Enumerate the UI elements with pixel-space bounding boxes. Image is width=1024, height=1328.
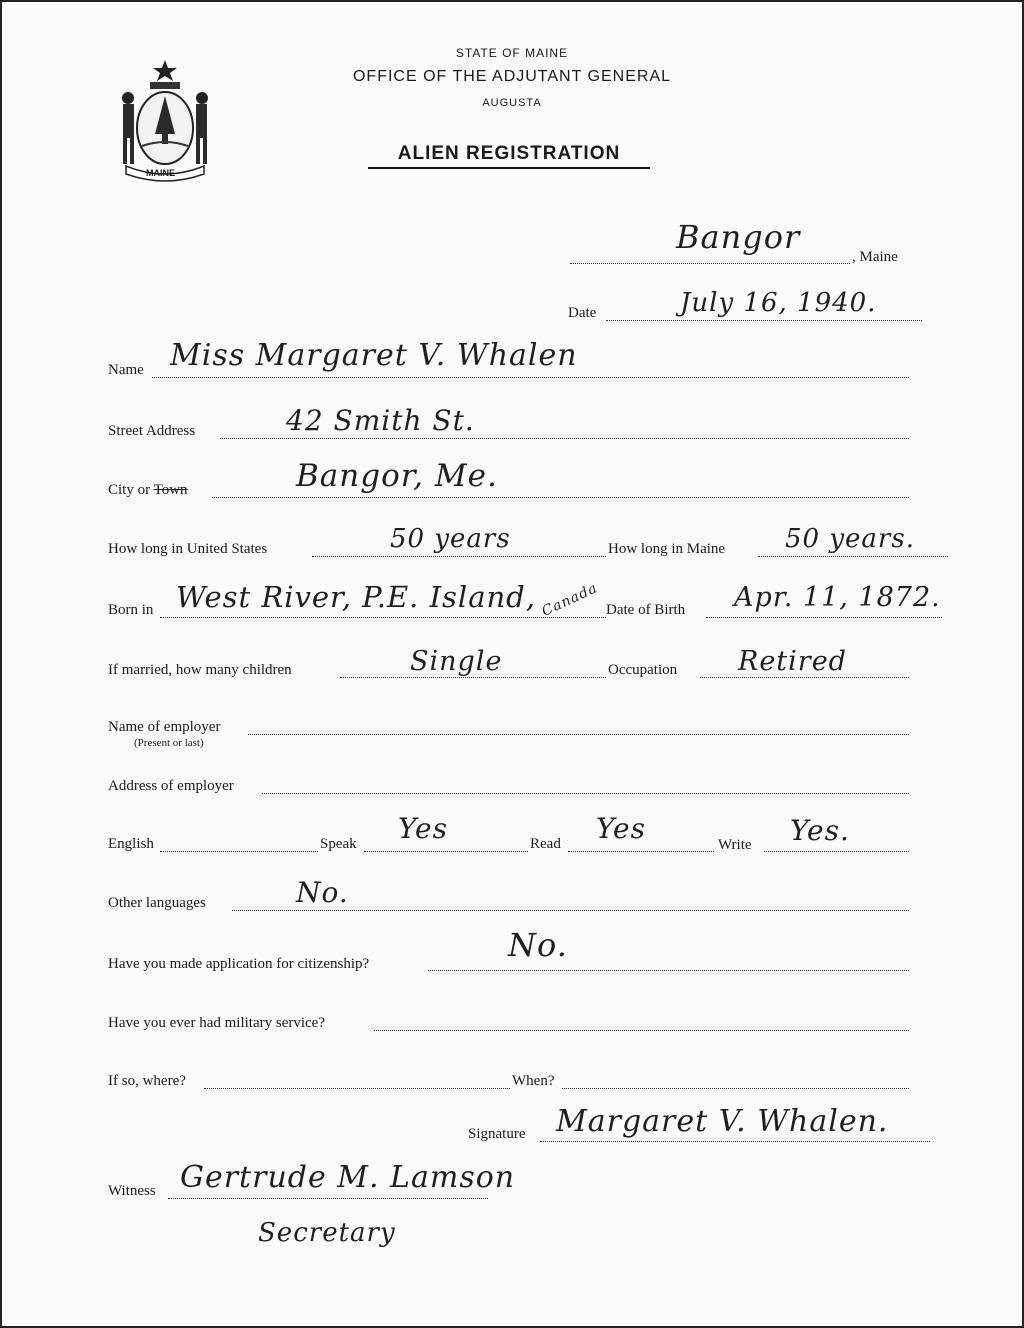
english-label: English <box>108 836 154 852</box>
speak-line <box>364 851 528 852</box>
occupation-line <box>700 677 909 678</box>
employer-address-label: Address of employer <box>108 778 234 794</box>
military-label: Have you ever had military service? <box>108 1015 325 1031</box>
witness-label: Witness <box>108 1183 156 1199</box>
employer-line <box>248 734 909 735</box>
city-heading: AUGUSTA <box>482 97 542 109</box>
years-us-line <box>312 556 606 557</box>
where-label: If so, where? <box>108 1073 186 1089</box>
date-entry: July 16, 1940. <box>680 288 877 318</box>
citizenship-label: Have you made application for citizenship? <box>108 956 370 972</box>
place-suffix: , Maine <box>852 249 898 265</box>
read-line <box>568 851 714 852</box>
street-label: Street Address <box>108 423 196 439</box>
years-us-label: How long in United States <box>108 541 268 557</box>
city-label-town: Town <box>153 482 188 498</box>
state-heading: STATE OF MAINE <box>455 46 569 60</box>
dob-line <box>706 617 942 618</box>
name-label: Name <box>108 362 144 378</box>
born-label: Born in <box>108 602 154 618</box>
employer-label: Name of employer <box>108 719 221 735</box>
citizenship-entry: No. <box>508 926 568 964</box>
city-label-city: City or <box>108 482 151 498</box>
seal-text: MAINE <box>146 168 175 178</box>
dob-entry: Apr. 11, 1872. <box>734 582 941 613</box>
dob-label: Date of Birth <box>606 602 686 618</box>
name-line <box>152 377 909 378</box>
write-line <box>764 851 909 852</box>
form-title: ALIEN REGISTRATION <box>368 143 650 169</box>
witness-line <box>168 1198 488 1199</box>
place-line <box>570 263 850 264</box>
years-us-entry: 50 years <box>390 524 511 554</box>
born-country-entry: Canada <box>539 580 601 620</box>
speak-label: Speak <box>320 836 357 852</box>
city-entry: Bangor, Me. <box>296 458 498 494</box>
other-languages-line <box>232 910 909 911</box>
signature-label: Signature <box>468 1126 526 1142</box>
place-entry: Bangor <box>676 218 801 256</box>
date-line <box>606 320 922 321</box>
children-label: If married, how many children <box>108 662 292 678</box>
children-line <box>340 677 606 678</box>
witness-title-entry: Secretary <box>258 1218 396 1248</box>
signature-entry: Margaret V. Whalen. <box>556 1104 889 1139</box>
witness-entry: Gertrude M. Lamson <box>180 1160 516 1195</box>
citizenship-line <box>428 970 909 971</box>
speak-entry: Yes <box>398 812 448 845</box>
when-line <box>562 1088 909 1089</box>
occupation-entry: Retired <box>738 646 847 677</box>
years-maine-entry: 50 years. <box>785 524 915 554</box>
occupation-label: Occupation <box>608 662 678 678</box>
years-maine-line <box>758 556 948 557</box>
write-entry: Yes. <box>790 814 850 847</box>
city-label <box>108 482 188 499</box>
office-heading: OFFICE OF THE ADJUTANT GENERAL <box>352 68 672 85</box>
date-label: Date <box>568 305 597 321</box>
military-line <box>374 1030 909 1031</box>
when-label: When? <box>512 1073 555 1089</box>
employer-sublabel: (Present or last) <box>134 737 204 749</box>
years-maine-label: How long in Maine <box>608 541 726 557</box>
street-entry: 42 Smith St. <box>286 404 475 437</box>
other-languages-entry: No. <box>296 876 349 909</box>
name-entry: Miss Margaret V. Whalen <box>170 338 578 373</box>
where-line <box>204 1088 510 1089</box>
read-entry: Yes <box>596 812 646 845</box>
employer-address-line <box>262 793 909 794</box>
city-line <box>212 497 909 498</box>
children-entry: Single <box>410 646 503 677</box>
write-label: Write <box>718 837 752 853</box>
other-languages-label: Other languages <box>108 895 206 911</box>
street-line <box>220 438 909 439</box>
read-label: Read <box>530 836 561 852</box>
born-entry: West River, P.E. Island, <box>176 580 536 614</box>
english-line <box>160 851 318 852</box>
born-line <box>160 617 606 618</box>
signature-line <box>540 1141 930 1142</box>
